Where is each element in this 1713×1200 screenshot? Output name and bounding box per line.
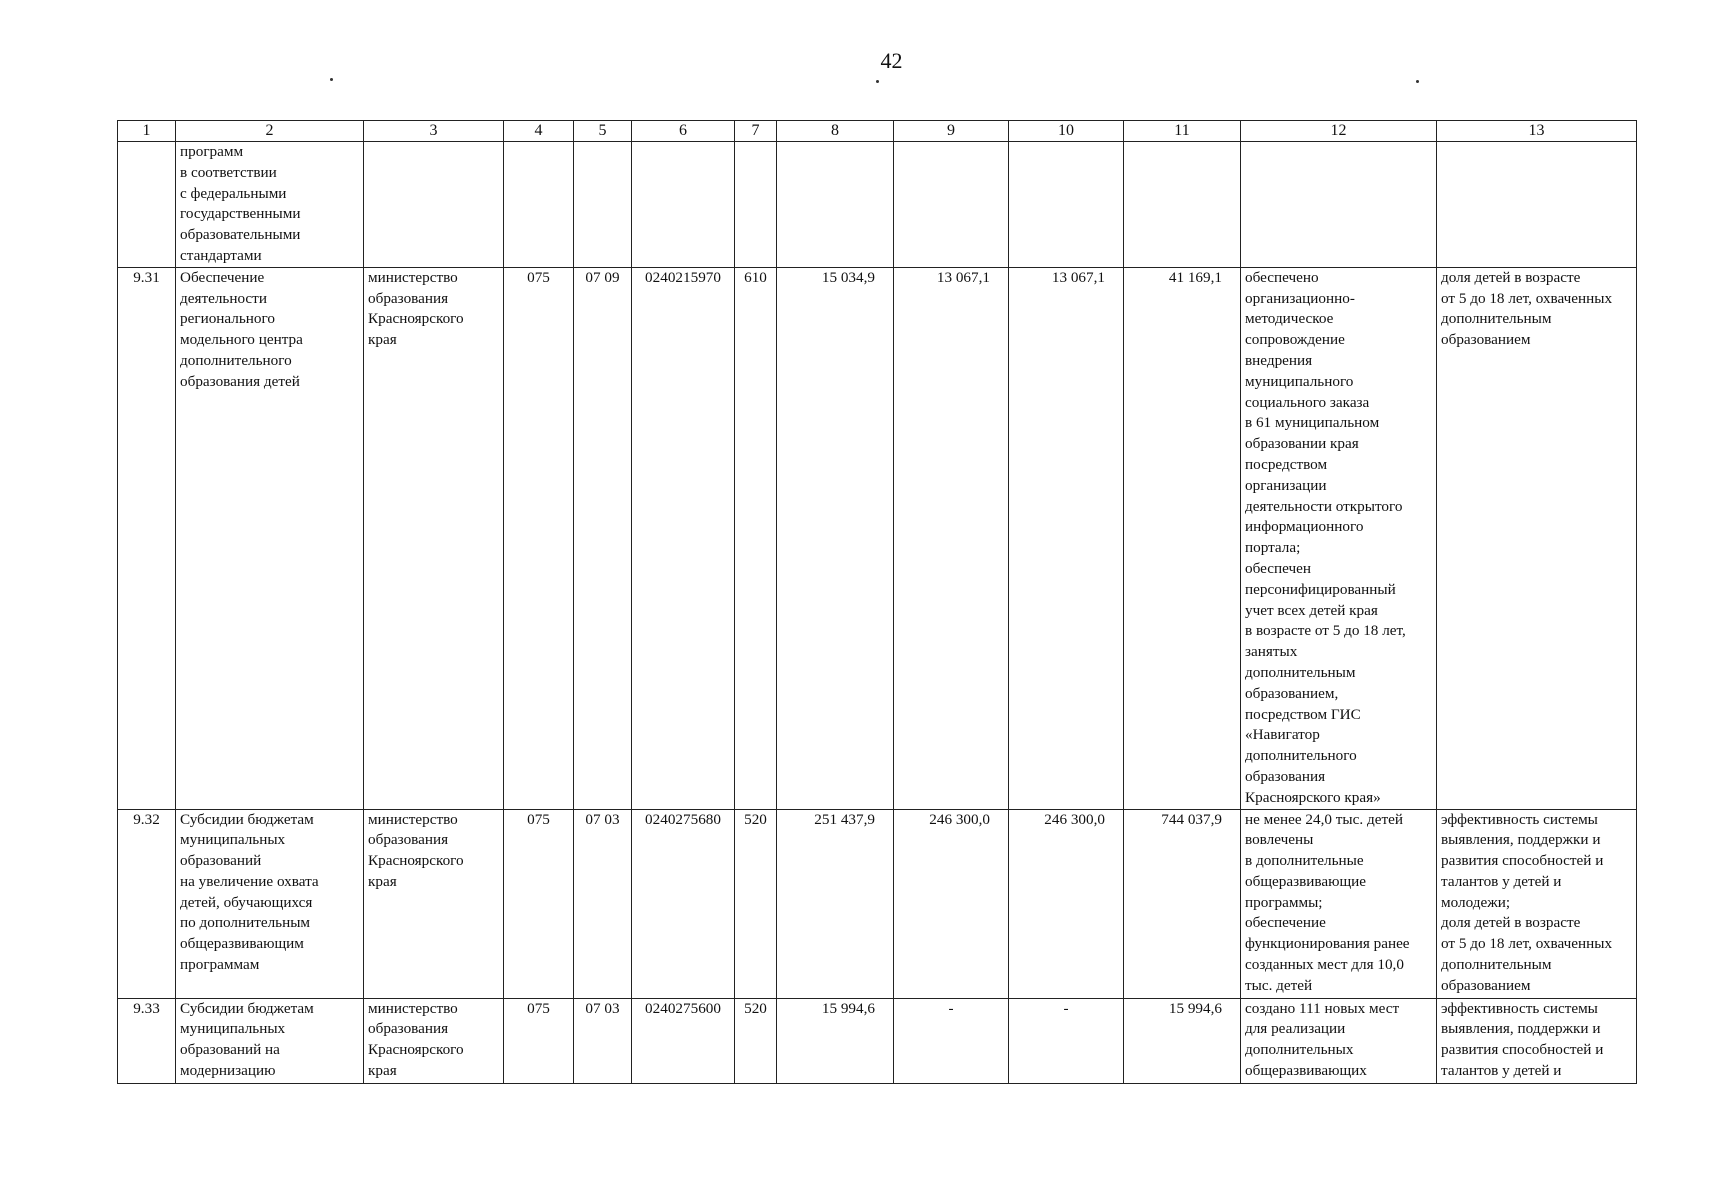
column-header: 9 (894, 121, 1009, 142)
amount-total: 41 169,1 (1124, 267, 1241, 809)
code-section (574, 142, 632, 268)
amount-year-1: 15 994,6 (777, 998, 894, 1083)
responsible-agency: министерство образования Красноярского края (364, 267, 504, 809)
table-row (118, 998, 1637, 1083)
amount-year-2: - (894, 998, 1009, 1083)
expected-result (1241, 142, 1437, 268)
amount-year-1 (777, 142, 894, 268)
row-number: 9.31 (118, 267, 176, 809)
scan-speck (1416, 80, 1419, 83)
code-grbs (504, 142, 574, 268)
scan-speck (876, 80, 879, 83)
amount-year-3: 13 067,1 (1009, 267, 1124, 809)
column-header: 2 (176, 121, 364, 142)
responsible-agency: министерство образования Красноярского края (364, 998, 504, 1083)
column-header: 11 (1124, 121, 1241, 142)
column-header: 4 (504, 121, 574, 142)
responsible-agency (364, 142, 504, 268)
column-header: 13 (1437, 121, 1637, 142)
row-number: 9.32 (118, 809, 176, 998)
code-expense-type (735, 142, 777, 268)
amount-total: 744 037,9 (1124, 809, 1241, 998)
activity-name: программ в соответствии с федеральными государственными образовательными стандартами (176, 142, 364, 268)
code-expense-type: 520 (735, 998, 777, 1083)
column-header: 12 (1241, 121, 1437, 142)
target-indicator (1437, 142, 1637, 268)
amount-total (1124, 142, 1241, 268)
expected-result: создано 111 новых мест для реализации дополнительных общеразвивающих (1241, 998, 1437, 1083)
expected-result: не менее 24,0 тыс. детей вовлечены в дополнительные общеразвивающие программы; обеспечение функционирования ранее созданных мест для 10,0 тыс. детей (1241, 809, 1437, 998)
table-row (118, 809, 1637, 998)
activity-name: Обеспечение деятельности регионального модельного центра дополнительного образования детей (176, 267, 364, 809)
amount-year-2 (894, 142, 1009, 268)
row-number: 9.33 (118, 998, 176, 1083)
column-header: 1 (118, 121, 176, 142)
code-target-item (632, 142, 735, 268)
activity-name: Субсидии бюджетам муниципальных образований на увеличение охвата детей, обучающихся по дополнительным общеразвивающим программам (176, 809, 364, 998)
column-header: 10 (1009, 121, 1124, 142)
activity-name: Субсидии бюджетам муниципальных образований на модернизацию (176, 998, 364, 1083)
amount-year-3 (1009, 142, 1124, 268)
amount-year-1: 251 437,9 (777, 809, 894, 998)
code-target-item: 0240215970 (632, 267, 735, 809)
column-header: 5 (574, 121, 632, 142)
code-expense-type: 520 (735, 809, 777, 998)
table-row (118, 142, 1637, 268)
budget-table (117, 120, 1637, 1084)
code-section: 07 03 (574, 998, 632, 1083)
column-number-row (118, 121, 1637, 142)
amount-total: 15 994,6 (1124, 998, 1241, 1083)
code-section: 07 03 (574, 809, 632, 998)
code-grbs: 075 (504, 998, 574, 1083)
amount-year-1: 15 034,9 (777, 267, 894, 809)
row-number (118, 142, 176, 268)
amount-year-3: 246 300,0 (1009, 809, 1124, 998)
table-row (118, 267, 1637, 809)
code-target-item: 0240275600 (632, 998, 735, 1083)
code-grbs: 075 (504, 809, 574, 998)
column-header: 8 (777, 121, 894, 142)
amount-year-2: 13 067,1 (894, 267, 1009, 809)
responsible-agency: министерство образования Красноярского края (364, 809, 504, 998)
page-number: 42 (880, 48, 903, 73)
amount-year-2: 246 300,0 (894, 809, 1009, 998)
amount-year-3: - (1009, 998, 1124, 1083)
target-indicator: эффективность системы выявления, поддержки и развития способностей и талантов у детей и (1437, 998, 1637, 1083)
target-indicator: эффективность системы выявления, поддержки и развития способностей и талантов у детей и молодежи; доля детей в возрасте от 5 до 18 лет, охваченных дополнительным образованием (1437, 809, 1637, 998)
column-header: 6 (632, 121, 735, 142)
scan-speck (330, 78, 333, 81)
expected-result: обеспечено организационно- методическое сопровождение внедрения муниципального социального заказа в 61 муниципальном образовании края посредством организации деятельности открытого информационного портала; обеспечен персонифицированный учет всех детей края в возрасте от 5 до 18 лет, занятых дополнительным образованием, посредством ГИС «Навигатор дополнительного образования Красноярского края» (1241, 267, 1437, 809)
code-grbs: 075 (504, 267, 574, 809)
code-section: 07 09 (574, 267, 632, 809)
column-header: 3 (364, 121, 504, 142)
code-expense-type: 610 (735, 267, 777, 809)
target-indicator: доля детей в возрасте от 5 до 18 лет, охваченных дополнительным образованием (1437, 267, 1637, 809)
code-target-item: 0240275680 (632, 809, 735, 998)
column-header: 7 (735, 121, 777, 142)
